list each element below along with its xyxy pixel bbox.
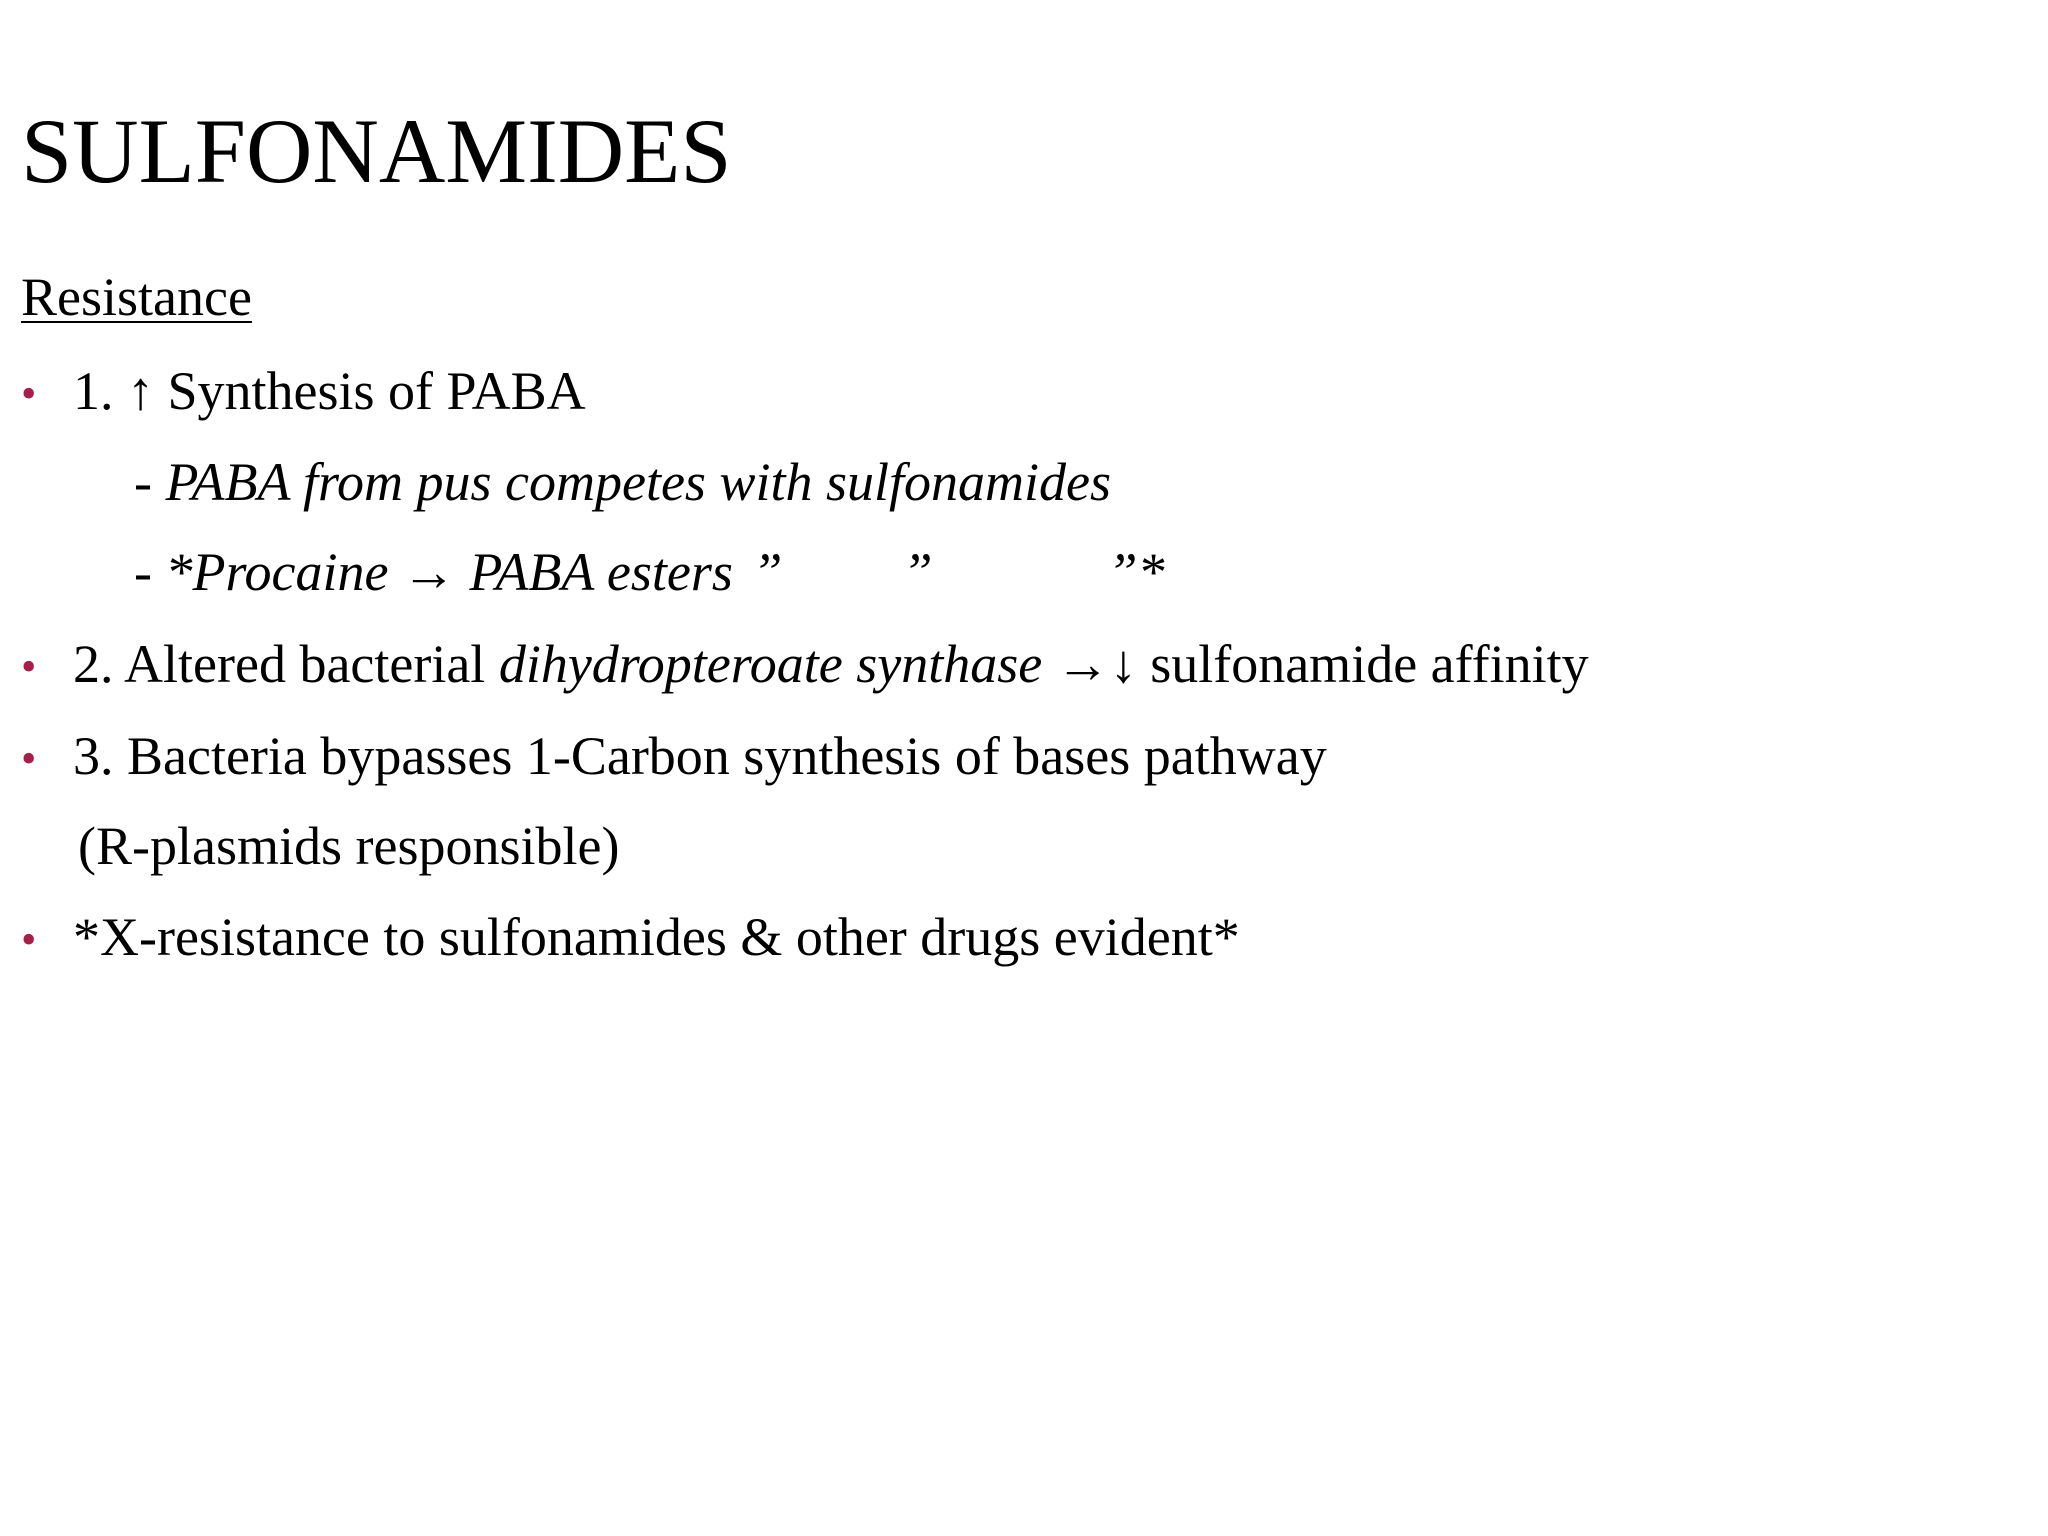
- list-item-1-sub-2: [134, 542, 1165, 602]
- list-item-2-suffix: →↓ sulfonamide affinity: [1042, 634, 1589, 694]
- ditto-mark: ”: [752, 542, 783, 602]
- ditto-mark: ”: [902, 542, 933, 602]
- list-item-3-continuation: (R-plasmids responsible): [78, 816, 620, 876]
- bullet-icon: •: [21, 642, 37, 691]
- list-item-2-prefix: 2. Altered bacterial: [73, 634, 499, 694]
- list-item-4: *X-resistance to sulfonamides & other drugs evident*: [73, 907, 1240, 967]
- bullet-icon: •: [21, 369, 37, 418]
- list-item-2: [73, 634, 1589, 694]
- list-item-1-sub-1: - PABA from pus competes with sulfonamides: [134, 452, 1111, 512]
- bullet-icon: •: [21, 915, 37, 964]
- list-item-2-enzyme: dihydropteroate synthase: [498, 634, 1043, 694]
- section-heading: Resistance: [21, 267, 252, 327]
- bullet-icon: •: [21, 734, 37, 783]
- ditto-mark: ”*: [1107, 542, 1165, 602]
- list-item-1: 1. ↑ Synthesis of PABA: [73, 361, 586, 421]
- slide-title: SULFONAMIDES: [21, 100, 732, 202]
- sub-2-text: - *Procaine → PABA esters: [134, 542, 747, 602]
- list-item-3: 3. Bacteria bypasses 1-Carbon synthesis of bases pathway: [73, 726, 1327, 786]
